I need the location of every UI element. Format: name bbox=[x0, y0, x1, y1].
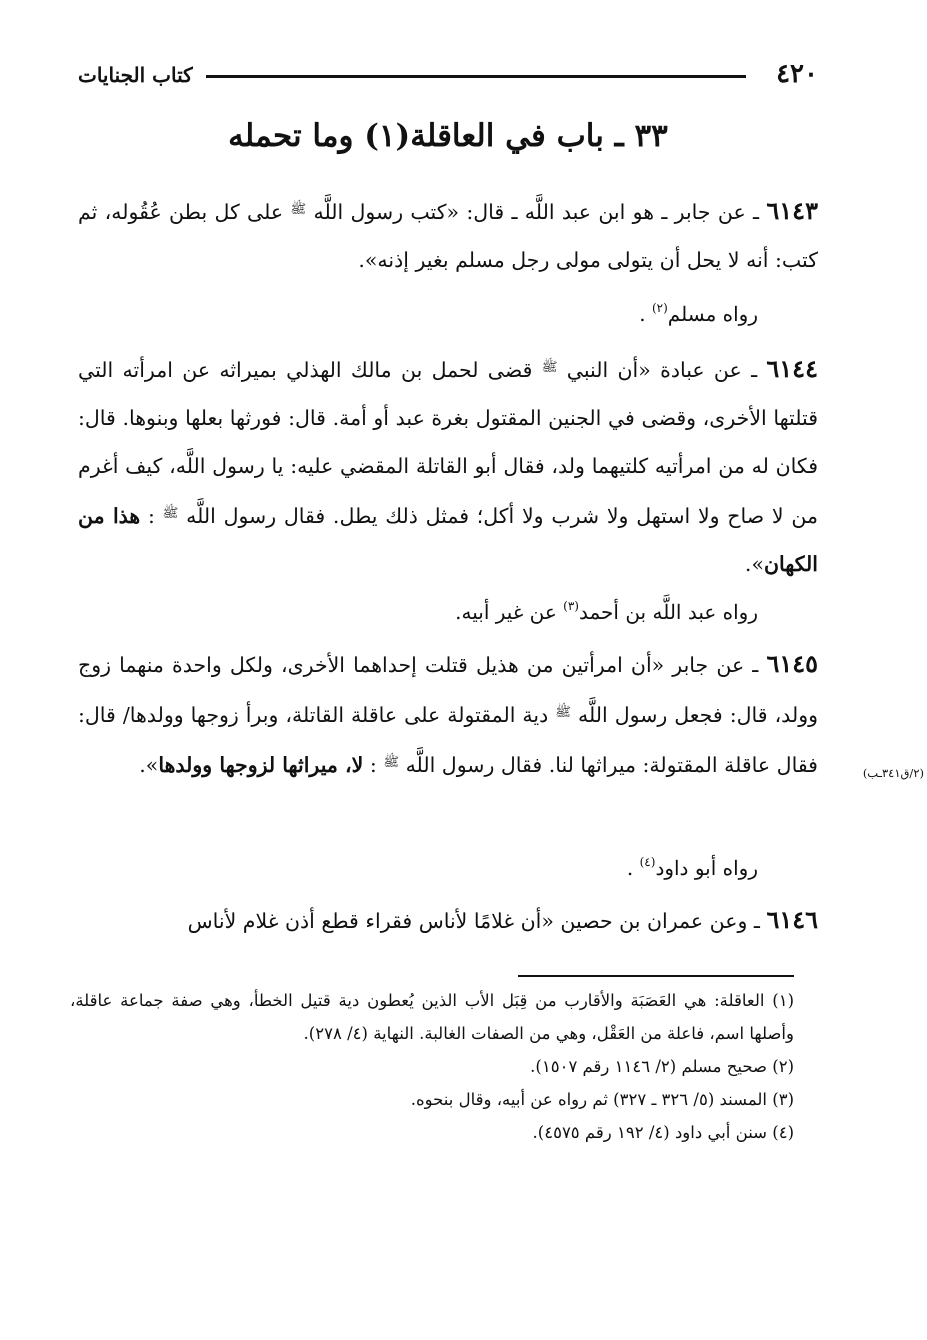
hadith-number: ٦١٤٤ bbox=[766, 354, 818, 383]
running-head bbox=[78, 58, 818, 98]
salutation-glyph: ﷺ bbox=[162, 506, 179, 521]
hadith-text: ـ عن جابر «أن امرأتين من هذيل قتلت إحداهما الأخرى، ولكل واحدة منهما زوج وولد، قال: فجعل رسول اللَّه bbox=[78, 653, 818, 727]
salutation-glyph: ﷺ bbox=[383, 755, 400, 770]
hadith-number: ٦١٤٦ bbox=[766, 905, 818, 934]
footnote-2: (٢) صحيح مسلم (٢/ ١١٤٦ رقم ١٥٠٧). bbox=[530, 1057, 794, 1076]
footnote-4: (٤) سنن أبي داود (٤/ ١٩٢ رقم ٤٥٧٥). bbox=[532, 1123, 794, 1142]
hadith-6145 bbox=[78, 640, 818, 789]
source-text: رواه أبو داود bbox=[655, 856, 758, 880]
hadith-text: : bbox=[369, 753, 377, 777]
hadith-text: ـ عن عبادة «أن النبي bbox=[566, 358, 758, 382]
prophet-saying: لا، ميراثها لزوجها وولدها bbox=[158, 753, 364, 777]
source-end: عن غير أبيه. bbox=[455, 600, 564, 624]
hadith-text: ـ عن جابر ـ هو ابن عبد اللَّه ـ قال: «كتب رسول اللَّه bbox=[313, 200, 760, 224]
footnote-ref: (٣) bbox=[563, 599, 579, 613]
source-text: رواه عبد اللَّه بن أحمد bbox=[578, 600, 758, 624]
hadith-text: ـ وعن عمران بن حصين «أن غلامًا لأناس فقراء قطع أذن غلام لأناس bbox=[187, 909, 760, 933]
hadith-number: ٦١٤٣ bbox=[766, 196, 818, 225]
hadith-text: دية المقتولة على عاقلة القاتلة، وبرأ زوجها وولدها/ قال: فقال عاقلة المقتولة: ميراثها لنا. فقال رسول اللَّه bbox=[78, 703, 818, 777]
footnote-3: (٣) المسند (٥/ ٣٢٦ ـ ٣٢٧) ثم رواه عن أبيه، وقال بنحوه. bbox=[410, 1090, 794, 1109]
header-rule bbox=[206, 75, 746, 78]
hadith-source bbox=[78, 592, 758, 632]
footnotes bbox=[70, 984, 794, 1149]
hadith-6146 bbox=[78, 896, 818, 945]
salutation-glyph: ﷺ bbox=[555, 705, 571, 720]
page-number: ٤٢٠ bbox=[776, 59, 818, 89]
footnote-ref: (٢) bbox=[651, 301, 668, 315]
hadith-text: : bbox=[147, 504, 155, 528]
footnote-1: (١) العاقلة: هي العَصَبَة والأقارب من قِبَل الأب الذين يُعطون دية قتيل الخطأ، وهي صفة جماعة عاقلة، وأصلها اسم، فاعلة من العَقْل، وهي من الصفات الغالبة. النهاية (٤/ ٢٧٨). bbox=[70, 991, 794, 1043]
source-text: رواه مسلم bbox=[667, 302, 758, 326]
hadith-6144 bbox=[78, 344, 818, 588]
hadith-source bbox=[78, 294, 758, 334]
hadith-number: ٦١٤٥ bbox=[766, 649, 818, 678]
hadith-text: ». bbox=[744, 552, 764, 576]
hadith-source bbox=[78, 848, 758, 888]
source-end: . bbox=[626, 856, 640, 880]
hadith-text: قضى لحمل بن مالك الهذلي بميراثه عن امرأته التي قتلتها الأخرى، وقضى في الجنين المقتول بغرة عبد أو أمة. قال: فورثها بعلها وبنوها. قال: فكان له من امرأتيه كلتيهما ولد، فقال أبو القاتلة المقضي عليه: يا رسول اللَّه، كيف أغرم من لا صاح ولا استهل ولا شرب ولا أكل؛ فمثل ذلك يطل. فقال رسول اللَّه bbox=[78, 358, 818, 528]
hadith-text: ». bbox=[139, 753, 159, 777]
book-title: كتاب الجنايات bbox=[78, 63, 193, 87]
hadith-6143 bbox=[78, 186, 818, 284]
source-end: . bbox=[639, 302, 652, 326]
salutation-glyph: ﷺ bbox=[290, 202, 307, 217]
footnote-separator bbox=[518, 975, 794, 977]
prophet-saying: هذا من الكهان bbox=[78, 504, 818, 576]
footnote-ref: (٤) bbox=[639, 855, 656, 869]
chapter-title: ٣٣ ـ باب في العاقلة(١) وما تحمله bbox=[228, 118, 668, 154]
manuscript-margin-note: (٢/ق٣٤١ـب) bbox=[862, 766, 924, 780]
hadith-text: على كل بطن عُقُوله، ثم كتب: أنه لا يحل أن يتولى مولى رجل مسلم بغير إذنه». bbox=[78, 200, 818, 272]
salutation-glyph: ﷺ bbox=[541, 360, 558, 375]
